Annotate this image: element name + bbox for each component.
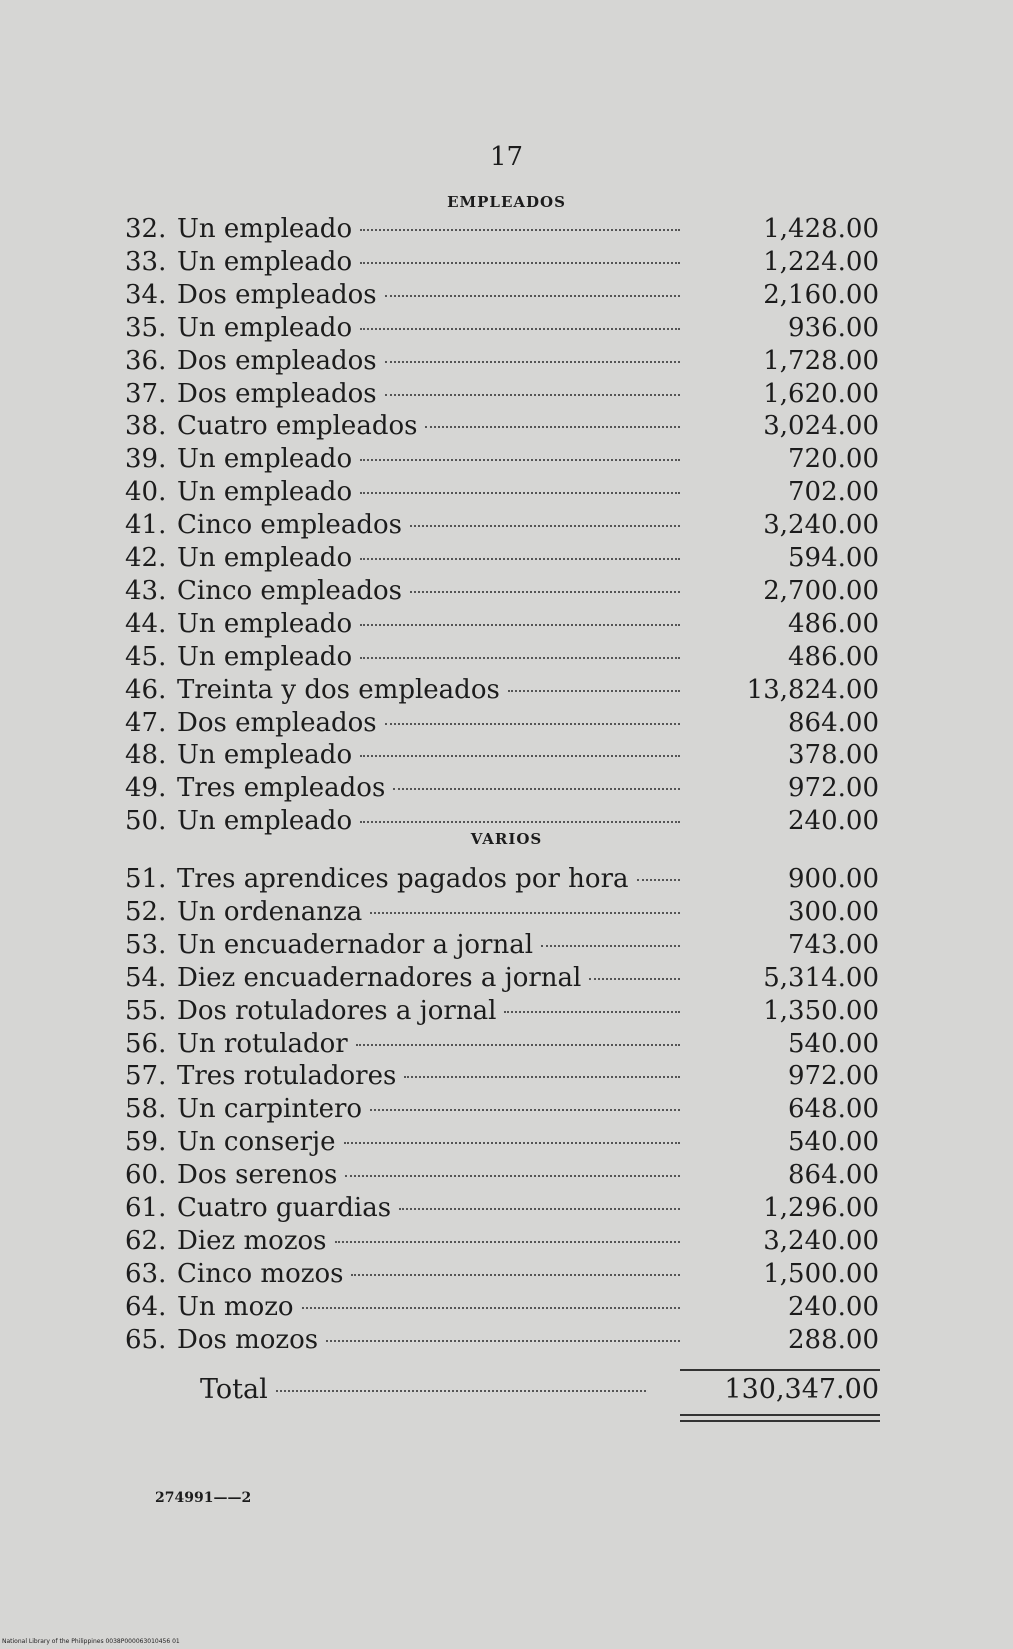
ledger-row: [125, 1192, 879, 1225]
total-double-rule: [680, 1414, 880, 1422]
item-amount: 1,428.00: [763, 214, 879, 244]
dot-leader: [385, 393, 680, 396]
ledger-row: [125, 575, 879, 608]
ledger-row: [125, 410, 879, 443]
item-number: 34.: [125, 279, 167, 310]
item-amount: 2,700.00: [763, 575, 879, 606]
ledger-row: [125, 674, 879, 707]
item-description: Un empleado: [177, 444, 353, 475]
item-amount: 13,824.00: [746, 674, 879, 705]
ledger-row: [125, 1324, 879, 1357]
dot-leader: [541, 944, 680, 947]
item-number: 60.: [125, 1160, 167, 1191]
item-description: Un conserje: [177, 1127, 336, 1158]
ledger-row: [125, 739, 879, 772]
item-description: Un rotulador: [177, 1028, 348, 1059]
item-description: Diez mozos: [177, 1225, 327, 1256]
item-description: Un empleado: [177, 806, 353, 837]
item-number: 61.: [125, 1193, 167, 1223]
item-amount: 743.00: [788, 929, 879, 960]
item-description: Dos empleados: [177, 279, 377, 310]
dot-leader: [589, 977, 680, 980]
dot-leader: [385, 722, 680, 725]
dot-leader: [344, 1141, 681, 1144]
item-number: 63.: [125, 1258, 167, 1289]
item-amount: 1,296.00: [763, 1193, 879, 1223]
ledger-row: [125, 476, 879, 509]
dot-leader: [360, 261, 680, 264]
total-row: [125, 1372, 879, 1408]
item-amount: 1,620.00: [763, 378, 879, 409]
item-description: Un empleado: [177, 246, 353, 277]
item-description: Cinco empleados: [177, 575, 402, 606]
ledger-row: [125, 1028, 879, 1061]
item-description: Tres aprendices pagados por hora: [177, 864, 629, 894]
item-description: Tres empleados: [177, 773, 386, 804]
item-number: 62.: [125, 1225, 167, 1256]
item-description: Un empleado: [177, 214, 353, 244]
item-amount: 1,728.00: [763, 345, 879, 376]
total-rule: [680, 1369, 880, 1371]
item-number: 47.: [125, 707, 167, 738]
dot-leader: [360, 754, 680, 757]
dot-leader: [302, 1306, 680, 1309]
total-label: Total: [200, 1373, 268, 1405]
item-number: 38.: [125, 411, 167, 442]
dot-leader: [360, 557, 680, 560]
item-description: Cuatro guardias: [177, 1193, 392, 1223]
item-number: 52.: [125, 896, 167, 927]
item-amount: 936.00: [788, 312, 879, 343]
dot-leader: [370, 1108, 680, 1111]
item-number: 56.: [125, 1028, 167, 1059]
item-amount: 864.00: [788, 707, 879, 738]
item-amount: 648.00: [788, 1094, 879, 1125]
dot-leader: [410, 524, 680, 527]
dot-leader: [360, 820, 680, 823]
ledger-row: [125, 1126, 879, 1159]
dot-leader: [360, 656, 680, 659]
item-description: Un ordenanza: [177, 896, 363, 927]
item-number: 41.: [125, 510, 167, 541]
item-description: Un encuadernador a jornal: [177, 929, 534, 960]
ledger-row: [125, 312, 879, 345]
ledger-row: [125, 1060, 879, 1093]
item-number: 45.: [125, 641, 167, 672]
item-number: 40.: [125, 477, 167, 508]
dot-leader: [385, 294, 680, 297]
item-amount: 972.00: [788, 773, 879, 804]
dot-leader: [425, 425, 680, 428]
item-number: 64.: [125, 1291, 167, 1322]
item-amount: 1,224.00: [763, 246, 879, 277]
item-number: 39.: [125, 444, 167, 475]
item-description: Cinco empleados: [177, 510, 402, 541]
item-number: 54.: [125, 962, 167, 993]
item-amount: 240.00: [788, 806, 879, 837]
item-description: Cinco mozos: [177, 1258, 344, 1289]
ledger-row: [125, 378, 879, 411]
item-description: Un empleado: [177, 477, 353, 508]
item-number: 53.: [125, 929, 167, 960]
dot-leader: [637, 878, 681, 881]
item-number: 33.: [125, 246, 167, 277]
item-description: Dos empleados: [177, 345, 377, 376]
dot-leader: [360, 228, 680, 231]
item-number: 49.: [125, 773, 167, 804]
dot-leader: [410, 590, 680, 593]
item-amount: 702.00: [788, 477, 879, 508]
item-number: 65.: [125, 1324, 167, 1355]
item-description: Dos serenos: [177, 1160, 338, 1191]
section-heading: VARIOS: [470, 830, 543, 848]
ledger-row: [125, 995, 879, 1028]
ledger-row: [125, 246, 879, 279]
ledger-row: [125, 863, 879, 896]
ledger-row: [125, 279, 879, 312]
item-amount: 540.00: [788, 1028, 879, 1059]
item-description: Dos rotuladores a jornal: [177, 995, 497, 1026]
ledger-row: [125, 1093, 879, 1126]
dot-leader: [360, 623, 680, 626]
dot-leader: [326, 1339, 680, 1342]
item-amount: 1,500.00: [763, 1258, 879, 1289]
ledger-row: [125, 707, 879, 740]
item-number: 36.: [125, 345, 167, 376]
item-number: 43.: [125, 575, 167, 606]
item-amount: 300.00: [788, 896, 879, 927]
dot-leader: [335, 1240, 680, 1243]
item-amount: 288.00: [788, 1324, 879, 1355]
dot-leader: [360, 327, 680, 330]
dot-leader: [393, 787, 680, 790]
footer-code: 274991——2: [155, 1490, 252, 1506]
dot-leader: [508, 689, 680, 692]
item-number: 55.: [125, 995, 167, 1026]
item-number: 46.: [125, 674, 167, 705]
item-amount: 378.00: [788, 740, 879, 771]
item-number: 58.: [125, 1094, 167, 1125]
item-amount: 3,240.00: [763, 1225, 879, 1256]
item-description: Diez encuadernadores a jornal: [177, 962, 582, 993]
ledger-row: [125, 641, 879, 674]
item-description: Un empleado: [177, 641, 353, 672]
ledger-row: [125, 896, 879, 929]
item-description: Un empleado: [177, 608, 353, 639]
item-amount: 540.00: [788, 1127, 879, 1158]
ledger-row: [125, 608, 879, 641]
item-description: Dos empleados: [177, 378, 377, 409]
item-amount: 972.00: [788, 1061, 879, 1092]
dot-leader: [399, 1207, 680, 1210]
total-amount: 130,347.00: [724, 1373, 879, 1405]
item-number: 59.: [125, 1127, 167, 1158]
item-amount: 720.00: [788, 444, 879, 475]
ledger-row: [125, 929, 879, 962]
item-description: Un mozo: [177, 1291, 294, 1322]
item-description: Tres rotuladores: [177, 1061, 397, 1092]
dot-leader: [345, 1174, 680, 1177]
item-number: 37.: [125, 378, 167, 409]
item-description: Cuatro empleados: [177, 411, 418, 442]
item-amount: 5,314.00: [763, 962, 879, 993]
dot-leader: [404, 1075, 680, 1078]
item-amount: 594.00: [788, 543, 879, 573]
dot-leader: [351, 1273, 680, 1276]
dot-leader: [385, 360, 680, 363]
dot-leader: [370, 911, 680, 914]
section-heading: EMPLEADOS: [447, 193, 566, 211]
ledger-row: [125, 443, 879, 476]
dot-leader: [360, 491, 680, 494]
item-description: Un empleado: [177, 543, 353, 573]
item-number: 57.: [125, 1061, 167, 1092]
item-description: Un empleado: [177, 312, 353, 343]
item-amount: 486.00: [788, 641, 879, 672]
ledger-row: [125, 213, 879, 246]
item-number: 51.: [125, 864, 167, 894]
ledger-row: [125, 1159, 879, 1192]
item-amount: 3,240.00: [763, 510, 879, 541]
item-number: 50.: [125, 806, 167, 837]
item-description: Dos empleados: [177, 707, 377, 738]
item-description: Dos mozos: [177, 1324, 319, 1355]
dot-leader: [356, 1043, 680, 1046]
ledger-row: [125, 1225, 879, 1258]
ledger-row: [125, 962, 879, 995]
item-number: 48.: [125, 740, 167, 771]
item-amount: 486.00: [788, 608, 879, 639]
item-description: Un empleado: [177, 740, 353, 771]
ledger-row: [125, 542, 879, 575]
item-description: Treinta y dos empleados: [177, 674, 500, 705]
ledger-row: [125, 772, 879, 805]
dot-leader: [504, 1010, 680, 1013]
item-number: 35.: [125, 312, 167, 343]
ledger-row: [125, 1291, 879, 1324]
ledger-row: [125, 1258, 879, 1291]
item-amount: 864.00: [788, 1160, 879, 1191]
item-description: Un carpintero: [177, 1094, 363, 1125]
dot-leader: [276, 1389, 646, 1392]
item-number: 32.: [125, 214, 167, 244]
archive-watermark: National Library of the Philippines 0038P000063010456 01: [2, 1638, 180, 1645]
ledger-row: [125, 345, 879, 378]
item-amount: 240.00: [788, 1291, 879, 1322]
item-amount: 1,350.00: [763, 995, 879, 1026]
page-number: 17: [489, 142, 524, 172]
item-amount: 3,024.00: [763, 411, 879, 442]
item-number: 42.: [125, 543, 167, 573]
dot-leader: [360, 458, 680, 461]
item-amount: 2,160.00: [763, 279, 879, 310]
item-number: 44.: [125, 608, 167, 639]
ledger-row: [125, 509, 879, 542]
item-amount: 900.00: [788, 864, 879, 894]
